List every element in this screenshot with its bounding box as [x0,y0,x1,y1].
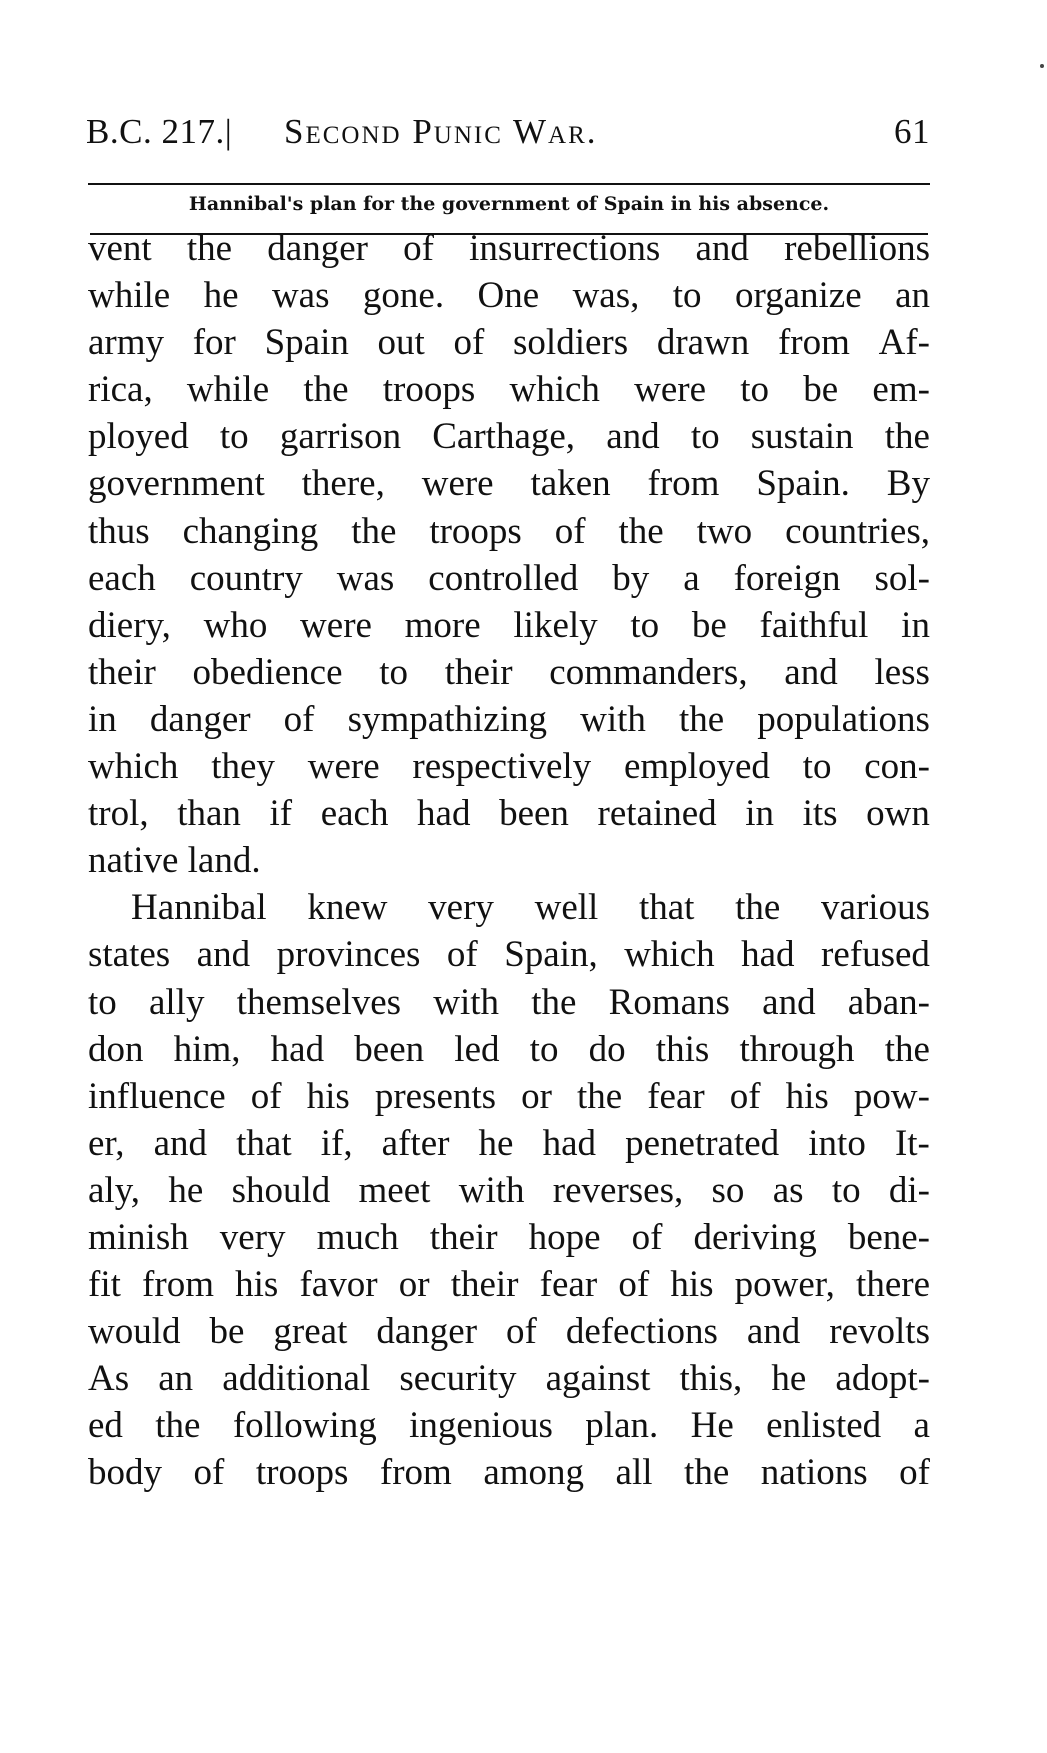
text-line: native land. [88,840,261,882]
text-line: army for Spain out of soldiers drawn from Af- [88,322,930,364]
text-line: to ally themselves with the Romans and aban- [88,981,930,1023]
text-line: influence of his presents or the fear of his pow- [88,1075,930,1117]
text-line: diery, who were more likely to be faithful in [88,604,930,646]
text-line: Hannibal knew very well that the various [131,887,930,929]
text-line: er, and that if, after he had penetrated into It- [88,1122,930,1164]
running-head-title: Second Punic War. [284,112,598,151]
dust-speck [1040,64,1044,68]
running-head-date: B.C. 217.| [86,112,233,151]
text-line: which they were respectively employed to con- [88,746,930,788]
text-line: rica, while the troops which were to be em- [88,369,930,411]
text-line: ployed to garrison Carthage, and to sustain the [88,416,930,458]
text-line: body of troops from among all the nations of [88,1452,930,1494]
page-number: 61 [894,112,930,151]
body-text [88,225,930,1497]
text-line: fit from his favor or their fear of his power, there [88,1264,930,1306]
text-line: minish very much their hope of deriving bene- [88,1216,930,1258]
text-line: thus changing the troops of the two countries, [88,510,930,552]
text-line: trol, than if each had been retained in its own [88,793,930,835]
header-rule-top [88,183,930,185]
text-line: vent the danger of insurrections and rebellions [88,228,930,269]
text-line: government there, were taken from Spain. By [88,463,930,505]
text-line: while he was gone. One was, to organize an [88,275,930,317]
text-line: would be great danger of defections and revolts [88,1311,930,1353]
text-line: As an additional security against this, he adopt- [88,1358,930,1400]
text-line: each country was controlled by a foreign sol- [88,557,930,599]
side-note: Hannibal's plan for the government of Spain in his absence. [188,193,830,215]
text-line: in danger of sympathizing with the populations [88,698,930,740]
paragraph-1 [88,225,930,884]
text-line: states and provinces of Spain, which had refused [88,934,930,976]
text-line: don him, had been led to do this through the [88,1028,930,1070]
paragraph-2 [88,884,930,1496]
running-head [86,112,930,160]
text-line: their obedience to their commanders, and less [88,651,930,693]
text-line: aly, he should meet with reverses, so as to di- [88,1169,930,1211]
text-line: ed the following ingenious plan. He enlisted a [88,1405,930,1447]
